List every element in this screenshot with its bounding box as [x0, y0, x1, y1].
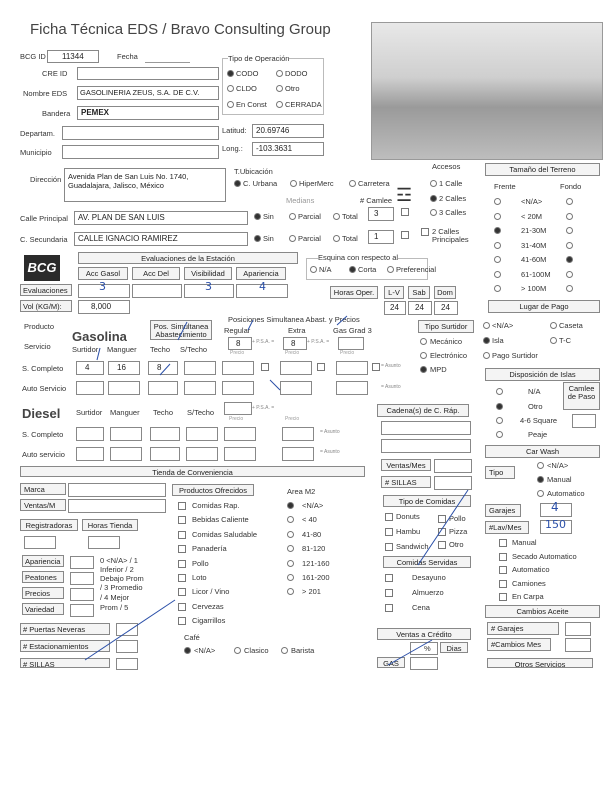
area-label-3: 81-120 — [302, 544, 326, 554]
op-enconst-label: En Const — [236, 100, 267, 109]
page-title: Ficha Técnica EDS / Bravo Consulting Group — [30, 21, 331, 38]
esquina-label: Esquina con respecto al — [318, 253, 399, 262]
calle-secundaria-field[interactable]: CALLE IGNACIO RAMIREZ — [74, 232, 248, 246]
nombre-field[interactable]: GASOLINERIA ZEUS, S.A. DE C.V. — [77, 86, 219, 100]
cp-parcial-label: Parcial — [298, 212, 321, 221]
scale-5: / 4 Mejor — [100, 593, 130, 602]
pen-mark-7 — [85, 600, 175, 660]
latitud-field[interactable]: 20.69746 — [252, 124, 324, 138]
islas-peaje-label: Peaje — [528, 430, 548, 439]
servida-desayuno-label: Desayuno — [412, 573, 446, 582]
eval-visibilidad-field[interactable]: 3 — [184, 284, 234, 298]
area-label-0: <N/A> — [302, 501, 324, 510]
gas-stecho-header: S/Techo — [180, 345, 208, 354]
bandera-field[interactable]: PEMEX — [77, 106, 219, 120]
pos-simultanea-label: Pos. Simultanea Abastecimiento — [150, 320, 212, 340]
surtidor-mecanico-label: Mecánico — [430, 337, 463, 346]
eval-col-acc-gasol: Acc Gasol — [78, 267, 128, 280]
area-radio-0[interactable] — [287, 502, 294, 509]
cambios-mes-label: #Cambios Mes — [487, 638, 551, 651]
producto-check-2[interactable] — [178, 531, 186, 539]
terreno-row-label-3: 31-40M — [521, 240, 547, 250]
horas-dom-field[interactable]: 24 — [434, 301, 458, 315]
tipo-hambu-label: Hambu — [396, 527, 421, 536]
scale-1: 0 <N/A> / 1 — [100, 556, 138, 565]
fondo-radio-3[interactable] — [566, 242, 573, 249]
bcg-logo: BCG — [24, 255, 60, 281]
terreno-row-label-1: < 20M — [521, 211, 543, 221]
gas-manguer-header: Manguer — [107, 345, 137, 354]
ubicacion-label: T.Ubicación — [234, 167, 273, 176]
cs-sin-label: Sin — [263, 234, 274, 243]
diesel-precio-label-2: Precio — [285, 416, 300, 422]
carriles-1-field[interactable]: 3 — [368, 207, 394, 221]
gas-surtidor-header: Surtidor — [72, 345, 99, 354]
carwash-service-label-0: Manual — [512, 538, 537, 547]
producto-check-3[interactable] — [178, 545, 186, 553]
carwash-service-label-1: Secado Automatico — [512, 551, 577, 561]
area-radio-4[interactable] — [287, 560, 294, 567]
precios-header: Posiciones Simultanea Abast. y Precios — [228, 315, 360, 324]
neveras-label: # Puertas Neveras — [20, 623, 110, 635]
producto-check-5[interactable] — [178, 574, 186, 582]
producto-check-7[interactable] — [178, 603, 186, 611]
islas-na-label: N/A — [528, 387, 541, 396]
marca-label: Marca — [20, 483, 66, 495]
diesel-precio-label-1: Precio — [229, 416, 244, 422]
fondo-radio-2[interactable] — [566, 227, 573, 234]
area-label-2: 41-80 — [302, 529, 322, 539]
comidas-sillas-label: # SILLAS — [381, 476, 431, 488]
horas-lv-field[interactable]: 24 — [384, 301, 406, 315]
horas-oper-label: Horas Oper. — [330, 286, 378, 299]
fecha-label: Fecha — [117, 52, 138, 61]
pos-extra-field[interactable]: 8 — [283, 337, 307, 350]
pago-isla-label: Isla — [492, 336, 504, 345]
gas-completo-surtidor[interactable]: 4 — [76, 361, 104, 375]
psa-regular-label: + P.S.A. = — [252, 339, 275, 345]
pen-mark-4 — [97, 348, 100, 360]
area-radio-2[interactable] — [287, 531, 294, 538]
surtidor-mpd-label: MPD — [430, 365, 447, 374]
camlee-label: # Camlee — [360, 196, 393, 205]
producto-label-4: Pollo — [192, 558, 209, 568]
carwash-service-label-4: En Carpa — [512, 592, 544, 601]
medians-label: Medians — [286, 196, 315, 205]
otros-servicios-title: Otros Servicios — [487, 658, 593, 668]
eval-col-visibilidad: Visibilidad — [184, 267, 232, 280]
carwash-service-check-4[interactable] — [499, 593, 507, 601]
nombre-label: Nombre EDS — [23, 89, 68, 98]
pen-mark-8 — [388, 640, 432, 665]
tienda-title: Tienda de Conveniencia — [20, 466, 365, 477]
variedad-label: Variedad — [22, 603, 64, 615]
eval-apariencia-field[interactable]: 4 — [236, 284, 288, 298]
diesel-title: Diesel — [22, 406, 61, 421]
horas-sab-field[interactable]: 24 — [408, 301, 432, 315]
estacionamientos-label: # Estacionamientos — [20, 640, 110, 652]
carwash-service-label-3: Camiones — [512, 578, 546, 588]
surtidor-electronico-label: Electrónico — [430, 351, 468, 360]
producto-check-8[interactable] — [178, 617, 186, 625]
ubic-hiper-label: HiperMerc — [299, 179, 334, 188]
pago-surtidor-label: Pago Surtidor — [492, 351, 538, 360]
gas-auto-label: Auto Servicio — [22, 384, 67, 393]
precio-extra-label: Precio — [285, 350, 300, 356]
comidas-servidas-title: Comidas Servidas — [383, 556, 471, 568]
precios-label: Precios — [22, 587, 64, 599]
diesel-completo-label: S. Completo — [22, 430, 64, 439]
longitud-label: Long.: — [222, 144, 243, 153]
fondo-label: Fondo — [560, 182, 582, 191]
lav-mes-label: #Lav/Mes — [485, 521, 529, 534]
area-m2-label: Area M2 — [287, 487, 316, 496]
frente-radio-2[interactable] — [494, 227, 501, 234]
calles-principales-label: 2 Calles Principales — [432, 227, 469, 245]
terreno-row-label-0: <N/A> — [521, 197, 543, 206]
bandera-label: Bandera — [42, 109, 71, 118]
diesel-completo-asunto: = Asunto — [320, 429, 340, 435]
diesel-manguer-header: Manguer — [110, 408, 140, 417]
apariencia-label: Apariencia — [22, 555, 64, 567]
depto-label: Departam. — [20, 129, 56, 138]
fondo-radio-0[interactable] — [566, 198, 573, 205]
producto-label: Producto — [24, 322, 55, 331]
evaluaciones-title: Evaluaciones de la Estación — [78, 252, 298, 264]
islas-title: Disposición de Islas — [485, 368, 600, 381]
carwash-service-check-2[interactable] — [499, 566, 507, 574]
tipo-comidas-title: Tipo de Comidas — [383, 495, 471, 507]
carwash-na-label: <N/A> — [547, 461, 569, 470]
cre-id-label: CRE ID — [42, 69, 68, 78]
cp-sin-label: Sin — [263, 212, 274, 221]
vol-field[interactable]: 8,000 — [78, 300, 130, 314]
registradoras-label: Registradoras — [20, 519, 78, 531]
garajes-label: Garajes — [485, 504, 521, 517]
productos-ofrecidos-title: Productos Ofrecidos — [172, 484, 254, 496]
calle-principal-field[interactable]: AV. PLAN DE SAN LUIS — [74, 211, 248, 225]
accesos-1-label: 1 Calle — [439, 179, 463, 188]
precio-gas3-label: Precio — [340, 350, 355, 356]
credito-pct-field[interactable]: % — [410, 642, 438, 655]
eval-acc-gasol-field[interactable]: 3 — [78, 284, 130, 298]
producto-check-0[interactable] — [178, 502, 186, 510]
area-label-1: < 40 — [302, 515, 317, 525]
gas-completo-asunto: = Asunto — [381, 363, 401, 369]
tipo-surtidor-title: Tipo Surtidor — [418, 320, 474, 333]
op-otro-label: Otro — [285, 84, 300, 93]
fondo-radio-6[interactable] — [566, 285, 573, 292]
frente-label: Frente — [494, 182, 516, 191]
municipio-label: Municipio — [20, 148, 52, 157]
camlee-paso-label: Camlee de Paso — [563, 382, 600, 410]
bcg-id-field[interactable]: 11344 — [47, 50, 99, 63]
producto-label-7: Cervezas — [192, 601, 224, 611]
producto-check-1[interactable] — [178, 516, 186, 524]
frente-radio-6[interactable] — [494, 285, 501, 292]
cs-total-label: Total — [342, 234, 358, 243]
pago-caseta-label: Caseta — [559, 321, 583, 330]
cambios-aceite-title: Cambios Aceite — [485, 605, 600, 618]
dias-label: Dias — [440, 642, 468, 653]
ubic-carretera-label: Carretera — [358, 179, 390, 188]
diesel-stecho-header: S/Techo — [187, 408, 215, 417]
carwash-service-label-2: Automatico — [512, 565, 550, 574]
tipo-otro-label: Otro — [449, 540, 464, 549]
esquina-pref-label: Preferencial — [396, 265, 437, 274]
carwash-service-check-1[interactable] — [499, 553, 507, 561]
direccion-field[interactable]: Avenida Plan de San Luis No. 1740, Guadalajara, Jalisco, México — [64, 168, 226, 202]
op-dodo-label: DODO — [285, 69, 308, 78]
gas-completo-manguer[interactable]: 16 — [108, 361, 140, 375]
tipo-donuts-label: Donuts — [396, 512, 420, 521]
diesel-auto-asunto: = Asunto — [320, 449, 340, 455]
esquina-corta-label: Corta — [358, 265, 377, 274]
extra-header: Extra — [288, 326, 306, 335]
ventas-credito-title: Ventas a Crédito — [377, 628, 471, 640]
evaluaciones-row-label: Evaluaciones — [20, 284, 72, 296]
cadena-rap-title: Cadena(s) de C. Ráp. — [377, 404, 469, 417]
scale-3: Debajo Prom — [100, 574, 144, 583]
producto-label-5: Loto — [192, 573, 207, 582]
accesos-2-label: 2 Calles — [439, 194, 467, 203]
direccion-label: Dirección — [30, 175, 62, 184]
pen-mark-2 — [248, 320, 253, 330]
op-codo-label: CODO — [236, 69, 259, 78]
area-label-6: > 201 — [302, 587, 321, 597]
gas3-header: Gas Grad 3 — [333, 326, 372, 335]
latitud-label: Latitud: — [222, 126, 247, 135]
pen-mark-1 — [178, 322, 187, 340]
producto-check-6[interactable] — [178, 588, 186, 596]
fondo-radio-1[interactable] — [566, 213, 573, 220]
lugar-pago-title: Lugar de Pago — [488, 300, 600, 313]
tipo-operacion-label: Tipo de Operación — [228, 54, 290, 63]
eval-col-apariencia: Apariencia — [236, 267, 286, 280]
carwash-tipo-label: Tipo — [485, 466, 515, 479]
vol-label: Vol (KG/M): — [20, 300, 72, 312]
gas-auto-asunto: = Asunto — [381, 384, 401, 390]
gas-completo-techo[interactable]: 8 — [148, 361, 178, 375]
longitud-field[interactable]: -103.3631 — [252, 142, 324, 156]
carwash-service-check-0[interactable] — [499, 539, 507, 547]
tienda-sillas-label: # SILLAS — [20, 658, 110, 668]
cafe-label: Café — [184, 633, 200, 642]
pen-mark-3 — [337, 316, 347, 325]
ubic-urbana-label: C. Urbana — [243, 179, 278, 188]
diesel-surtidor-header: Surtidor — [76, 408, 103, 417]
servida-almuerzo-label: Almuerzo — [412, 588, 444, 597]
lav-mes-field[interactable]: 150 — [540, 520, 572, 534]
carwash-manual-label: Manual — [547, 475, 572, 484]
frente-radio-5[interactable] — [494, 271, 501, 278]
servicio-label: Servicio — [24, 342, 51, 351]
diesel-psa-label: + P.S.A. = — [252, 405, 275, 411]
op-cldo-label: CLDO — [236, 84, 257, 93]
calle-principal-label: Calle Principal — [20, 214, 68, 223]
producto-label-6: Licor / Vino — [192, 587, 230, 597]
garajes-field[interactable]: 4 — [540, 503, 572, 517]
tipo-pollo-label: Pollo — [449, 514, 466, 523]
carwash-title: Car Wash — [485, 445, 600, 458]
horas-lv-label: L-V — [384, 286, 404, 299]
carwash-service-check-3[interactable] — [499, 580, 507, 588]
terreno-row-label-4: 41-60M — [521, 255, 547, 264]
terreno-title: Tamaño del Terreno — [485, 163, 600, 176]
pago-tc-label: T-C — [559, 336, 572, 345]
islas-otro-label: Otro — [528, 402, 543, 411]
area-radio-5[interactable] — [287, 574, 294, 581]
pos-regular-field[interactable]: 8 — [228, 337, 252, 350]
regular-header: Regular — [224, 326, 251, 335]
ventas-m-label: Ventas/M — [20, 499, 66, 511]
terreno-row-label-6: > 100M — [521, 284, 547, 293]
horas-dom-label: Dom — [434, 286, 456, 299]
scale-4: / 3 Promedio — [100, 583, 143, 592]
scale-6: Prom / 5 — [100, 603, 129, 612]
calle-secundaria-label: C. Secundaria — [20, 235, 68, 244]
tipo-sandwich-label: Sandwich — [396, 542, 429, 551]
producto-label-0: Comidas Rap. — [192, 501, 240, 510]
frente-radio-4[interactable] — [494, 256, 501, 263]
terreno-row-label-5: 61-100M — [521, 269, 551, 279]
scale-2: Inferior / 2 — [100, 565, 134, 574]
bcg-id-label: BCG ID — [20, 52, 46, 61]
op-cerrada-label: CERRADA — [285, 100, 322, 109]
carwash-auto-label: Automatico — [547, 489, 585, 498]
cafe-barista-label: Barista — [291, 646, 315, 655]
pago-na-label: <N/A> — [492, 321, 514, 330]
frente-radio-1[interactable] — [494, 213, 501, 220]
producto-check-4[interactable] — [178, 560, 186, 568]
esquina-na-label: N/A — [319, 265, 332, 274]
gas-completo-label: S. Completo — [22, 364, 64, 373]
gasolina-title: Gasolina — [72, 329, 127, 344]
frente-radio-3[interactable] — [494, 242, 501, 249]
tipo-pizza-label: Pizza — [449, 527, 468, 536]
accesos-label: Accesos — [432, 162, 461, 171]
islas-square-label: 4-6 Square — [520, 416, 558, 425]
cs-parcial-label: Parcial — [298, 234, 321, 243]
pen-mark-6 — [418, 490, 468, 565]
producto-label-8: Cigarrillos — [192, 616, 226, 626]
pen-mark-9 — [270, 380, 280, 390]
precio-regular-label: Precio — [230, 350, 245, 356]
producto-label-1: Bebidas Caliente — [192, 515, 249, 525]
accesos-3-label: 3 Calles — [439, 208, 467, 217]
psa-extra-label: + P.S.A. = — [307, 339, 330, 345]
cp-total-label: Total — [342, 212, 358, 221]
pen-mark-5 — [160, 364, 170, 375]
cafe-clasico-label: Clasico — [244, 646, 269, 655]
horas-sab-label: Sab — [408, 286, 430, 299]
cafe-na-label: <N/A> — [194, 646, 216, 655]
area-label-5: 161-200 — [302, 573, 330, 582]
cambios-garajes-label: # Garajes — [487, 622, 559, 635]
eval-col-acc-del: Acc Del — [132, 267, 180, 280]
gas-label: GAS — [377, 657, 405, 668]
producto-label-3: Panadería — [192, 544, 227, 554]
peatones-label: Peatones — [22, 571, 64, 583]
producto-label-2: Comidas Saludable — [192, 529, 258, 539]
carriles-2-field[interactable]: 1 — [368, 230, 394, 244]
frente-radio-0[interactable] — [494, 198, 501, 205]
fondo-radio-4[interactable] — [566, 256, 573, 263]
servida-cena-label: Cena — [412, 603, 430, 612]
diesel-auto-label: Auto servicio — [22, 450, 65, 459]
ventas-mes-label: Ventas/Mes — [381, 459, 431, 471]
diesel-techo-header: Techo — [153, 408, 174, 417]
terreno-row-label-2: 21-30M — [521, 226, 547, 235]
traffic-light-icon: ☲ — [396, 185, 413, 205]
horas-tienda-label: Horas Tienda — [82, 519, 138, 531]
area-label-4: 121-160 — [302, 558, 330, 568]
gas-techo-header: Techo — [150, 345, 171, 354]
fondo-radio-5[interactable] — [566, 271, 573, 278]
